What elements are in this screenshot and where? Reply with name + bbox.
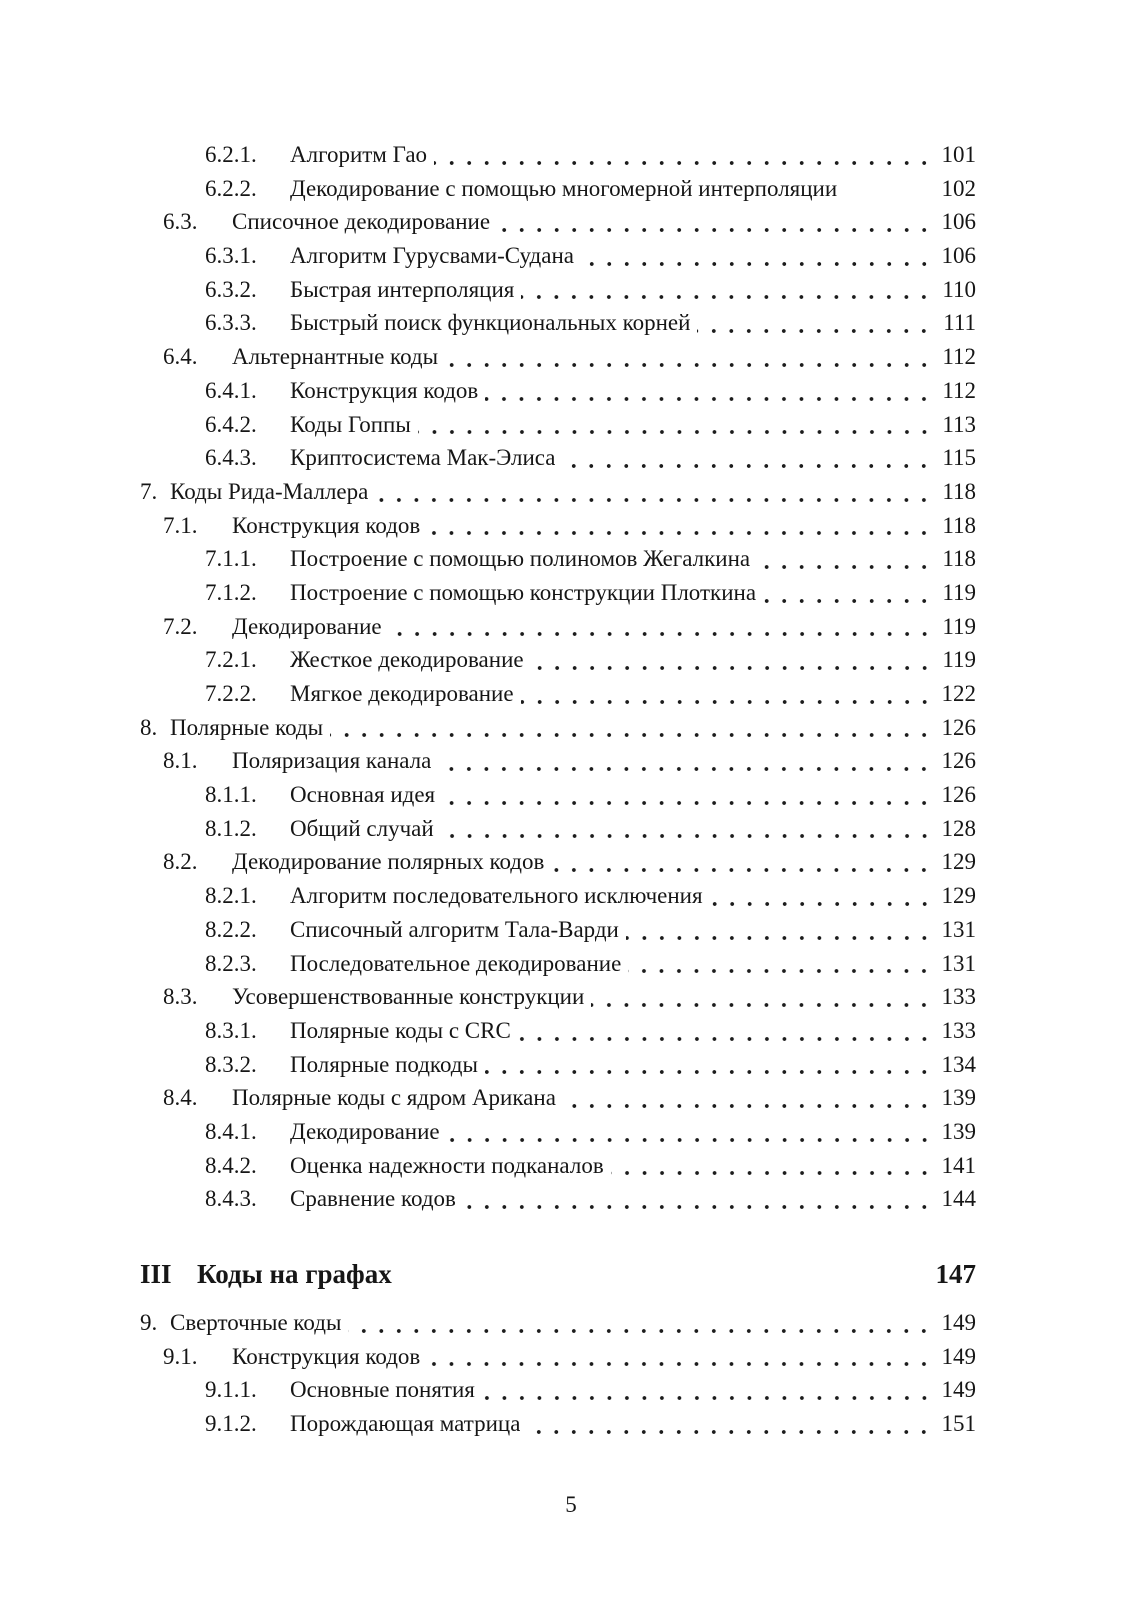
toc-entry-page: 129 — [941, 849, 976, 875]
toc-entry-title: Полярные коды с CRC — [290, 1017, 511, 1043]
dot-leader — [485, 374, 933, 408]
dot-leader — [485, 1048, 933, 1082]
toc-entry-page: 119 — [942, 613, 976, 639]
toc-entry — [140, 306, 976, 340]
toc-entry-title: Алгоритм Гао — [290, 142, 428, 167]
toc-entry-page: 115 — [942, 445, 976, 471]
toc-entry-title: Сравнение кодов — [290, 1186, 456, 1212]
toc-entry-title: Декодирование полярных кодов — [232, 849, 545, 875]
toc-entry-title: Построение с помощью конструкции Плоткина — [290, 579, 757, 605]
toc-entry-page: 126 — [941, 782, 976, 808]
toc-entry — [140, 778, 976, 812]
dot-leader — [518, 1014, 933, 1048]
dot-leader — [563, 1081, 933, 1115]
dot-leader — [591, 980, 933, 1014]
dot-leader — [521, 677, 933, 711]
toc-entry-title: Усовершенствованные конструкции — [232, 984, 585, 1010]
toc-entry-number: 6.4. — [163, 344, 198, 370]
toc-entry-number: 9.1.1. — [205, 1377, 257, 1403]
dot-leader — [434, 138, 933, 172]
toc-entry-number: 8. — [140, 714, 158, 740]
toc-entry-page: 134 — [941, 1051, 976, 1077]
toc-entry-title: Жесткое декодирование — [290, 647, 524, 673]
toc-entry-page: 118 — [942, 478, 976, 504]
toc-entry — [140, 845, 976, 879]
dot-leader — [427, 509, 933, 543]
toc-entry-title: Коды Рида-Маллера — [170, 478, 369, 504]
toc-entry-number: 9. — [140, 1310, 158, 1335]
toc-entry-title: Быстрая интерполяция — [290, 276, 515, 302]
toc-entry-page: 102 — [941, 175, 976, 201]
toc-entry — [140, 1081, 976, 1115]
dot-leader — [442, 778, 933, 812]
toc-entry-title: Декодирование — [290, 1118, 440, 1144]
toc-entry-page: 119 — [942, 647, 976, 673]
toc-entry-page: 131 — [941, 950, 976, 976]
toc-entry-page: 122 — [941, 681, 976, 706]
dot-leader — [330, 711, 933, 745]
toc-entry-number: 6.4.3. — [205, 445, 257, 471]
dot-leader — [757, 542, 933, 576]
toc-entry-title: Мягкое декодирование — [290, 681, 514, 706]
toc-entry — [140, 239, 976, 273]
toc-entry — [140, 374, 976, 408]
toc-entry-number: 8.4.3. — [205, 1186, 257, 1212]
toc-entry-page: 149 — [941, 1343, 976, 1369]
dot-leader — [628, 947, 933, 981]
toc-entry-page: 147 — [935, 1259, 976, 1289]
toc-entry-title: Списочное декодирование — [232, 209, 491, 235]
dot-leader — [697, 306, 933, 340]
toc-entry-title: Коды на графах — [197, 1259, 392, 1289]
toc-entry-number: 8.4. — [163, 1085, 198, 1111]
toc-entry-title: Последовательное декодирование — [290, 950, 622, 976]
toc-entry-number: 7. — [140, 478, 158, 504]
toc-entry-page: 126 — [941, 714, 976, 740]
toc-entry-title: Построение с помощью полиномов Жегалкина — [290, 546, 751, 572]
toc-entry-title: Альтернантные коды — [232, 344, 439, 370]
toc-entry-page: 118 — [942, 546, 976, 572]
toc-entry-title: Порождающая матрица — [290, 1411, 521, 1437]
toc-entry-page: 151 — [941, 1411, 976, 1437]
toc-entry-page: 106 — [941, 209, 976, 235]
toc-entry-number: 8.2.1. — [205, 883, 257, 909]
toc-entry-page: 129 — [941, 883, 976, 909]
dot-leader — [375, 475, 933, 509]
toc-entry — [140, 1149, 976, 1183]
toc-entry — [140, 1182, 976, 1216]
toc-entry — [140, 711, 976, 745]
dot-leader — [626, 913, 933, 947]
toc-entry-title: Конструкция кодов — [232, 1343, 421, 1369]
toc-entry-page: 131 — [941, 916, 976, 942]
toc-entry-page: 110 — [942, 276, 976, 302]
toc-entry-title: Полярные подкоды — [290, 1051, 478, 1077]
toc-entry-number: 8.4.2. — [205, 1152, 257, 1178]
toc-entry-page: 141 — [941, 1152, 976, 1178]
dot-leader — [447, 1115, 933, 1149]
table-of-contents — [140, 138, 976, 1441]
toc-entry-page: 118 — [942, 512, 976, 538]
toc-entry-number: 8.2. — [163, 849, 198, 875]
toc-entry — [140, 205, 976, 239]
toc-entry — [140, 744, 976, 778]
toc-entry — [140, 273, 976, 307]
page-number: 5 — [565, 1492, 577, 1517]
toc-entry — [140, 677, 976, 711]
toc-entry-number: 6.2.2. — [205, 175, 257, 201]
toc-entry-number: 6.3.3. — [205, 310, 257, 336]
toc-entry-page: 101 — [941, 142, 976, 167]
toc-entry-title: Полярные коды — [170, 714, 324, 740]
toc-entry-title: Быстрый поиск функциональных корней — [290, 310, 691, 336]
dot-leader — [482, 1373, 933, 1407]
toc-entry-number: 7.1. — [163, 512, 198, 538]
toc-entry-number: 6.3.2. — [205, 276, 257, 302]
toc-entry-page: 139 — [941, 1118, 976, 1144]
toc-entry-page: 112 — [942, 344, 976, 370]
toc-entry-title: Поляризация канала — [232, 748, 432, 774]
dot-leader — [611, 1149, 933, 1183]
dot-leader — [463, 1182, 933, 1216]
toc-entry-number: 7.1.1. — [205, 546, 257, 572]
toc-entry — [140, 408, 976, 442]
toc-entry-number: 8.1.2. — [205, 815, 257, 841]
toc-entry — [140, 138, 976, 172]
toc-entry-title: Основные понятия — [290, 1377, 475, 1403]
toc-entry-page: 128 — [941, 815, 976, 841]
toc-entry — [140, 1373, 976, 1407]
toc-entry-number: 6.3. — [163, 209, 198, 235]
toc-entry — [140, 441, 976, 475]
toc-part-heading — [140, 1252, 976, 1296]
toc-entry — [140, 1340, 976, 1374]
dot-leader — [710, 879, 933, 913]
toc-entry-number: 6.2.1. — [205, 142, 257, 167]
toc-entry-number: 8.2.2. — [205, 916, 257, 942]
toc-entry-title: Алгоритм Гурусвами-Судана — [290, 243, 574, 269]
dot-leader — [497, 205, 933, 239]
toc-entry-number: 7.2. — [163, 613, 198, 639]
toc-entry — [140, 913, 976, 947]
toc-entry-title: Общий случай — [290, 815, 434, 841]
toc-entry-page: 113 — [942, 411, 976, 437]
dot-leader — [418, 408, 933, 442]
dot-leader — [445, 340, 933, 374]
toc-entry-number: 6.4.2. — [205, 411, 257, 437]
toc-entry-page: 149 — [941, 1310, 976, 1335]
dot-leader — [844, 172, 933, 206]
toc-entry-title: Основная идея — [290, 782, 436, 808]
toc-entry-number: 8.1. — [163, 748, 198, 774]
page-footer — [0, 1488, 1142, 1522]
toc-entry — [140, 509, 976, 543]
toc-entry-number: 8.3. — [163, 984, 198, 1010]
toc-entry-title: Списочный алгоритм Тала-Варди — [290, 916, 619, 942]
toc-entry-number: III — [140, 1259, 172, 1289]
toc-entry — [140, 1306, 976, 1340]
dot-leader — [551, 845, 933, 879]
toc-entry-number: 7.1.2. — [205, 579, 257, 605]
dot-leader — [521, 273, 933, 307]
toc-entry — [140, 576, 976, 610]
toc-entry — [140, 1014, 976, 1048]
toc-entry — [140, 475, 976, 509]
toc-entry — [140, 812, 976, 846]
toc-entry — [140, 1115, 976, 1149]
toc-entry-number: 8.2.3. — [205, 950, 257, 976]
toc-entry-page: 119 — [942, 579, 976, 605]
toc-entry-title: Оценка надежности подканалов — [290, 1152, 604, 1178]
toc-entry — [140, 947, 976, 981]
toc-entry-number: 7.2.1. — [205, 647, 257, 673]
toc-entry-page: 133 — [941, 1017, 976, 1043]
dot-leader — [763, 576, 933, 610]
toc-entry-number: 8.3.1. — [205, 1017, 257, 1043]
toc-entry-title: Сверточные коды — [170, 1310, 342, 1335]
toc-entry-page: 133 — [941, 984, 976, 1010]
toc-entry-title: Полярные коды с ядром Арикана — [232, 1085, 556, 1111]
toc-entry-title: Криптосистема Мак-Элиса — [290, 445, 556, 471]
toc-entry-page: 111 — [943, 310, 976, 336]
toc-entry — [140, 172, 976, 206]
toc-entry-page: 112 — [942, 377, 976, 403]
toc-entry-title: Конструкция кодов — [232, 512, 421, 538]
toc-entry-title: Коды Гоппы — [290, 411, 411, 437]
dot-leader — [438, 744, 933, 778]
toc-entry — [140, 542, 976, 576]
dot-leader — [399, 1252, 933, 1296]
toc-entry — [140, 879, 976, 913]
dot-leader — [348, 1306, 933, 1340]
toc-entry-number: 6.3.1. — [205, 243, 257, 269]
dot-leader — [389, 610, 933, 644]
toc-entry-page: 106 — [941, 243, 976, 269]
toc-entry-number: 8.1.1. — [205, 782, 257, 808]
toc-entry — [140, 1048, 976, 1082]
toc-entry-number: 8.4.1. — [205, 1118, 257, 1144]
toc-entry — [140, 340, 976, 374]
toc-entry-title: Декодирование с помощью многомерной интерполяции — [290, 175, 838, 201]
toc-entry-page: 149 — [941, 1377, 976, 1403]
toc-entry-page: 126 — [941, 748, 976, 774]
toc-entry — [140, 1407, 976, 1441]
toc-entry-number: 9.1. — [163, 1343, 198, 1369]
toc-entry — [140, 610, 976, 644]
toc-entry-title: Алгоритм последовательного исключения — [290, 883, 703, 909]
toc-entry-title: Декодирование — [232, 613, 382, 639]
dot-leader — [527, 1407, 933, 1441]
dot-leader — [562, 441, 933, 475]
dot-leader — [441, 812, 933, 846]
toc-entry-number: 6.4.1. — [205, 377, 257, 403]
toc-entry-title: Конструкция кодов — [290, 377, 479, 403]
toc-entry-number: 9.1.2. — [205, 1411, 257, 1437]
toc-entry — [140, 980, 976, 1014]
toc-entry-number: 8.3.2. — [205, 1051, 257, 1077]
toc-entry-page: 144 — [941, 1186, 976, 1212]
dot-leader — [581, 239, 933, 273]
toc-entry-number: 7.2.2. — [205, 681, 257, 706]
dot-leader — [427, 1340, 933, 1374]
toc-entry — [140, 643, 976, 677]
toc-entry-page: 139 — [941, 1085, 976, 1111]
dot-leader — [531, 643, 933, 677]
